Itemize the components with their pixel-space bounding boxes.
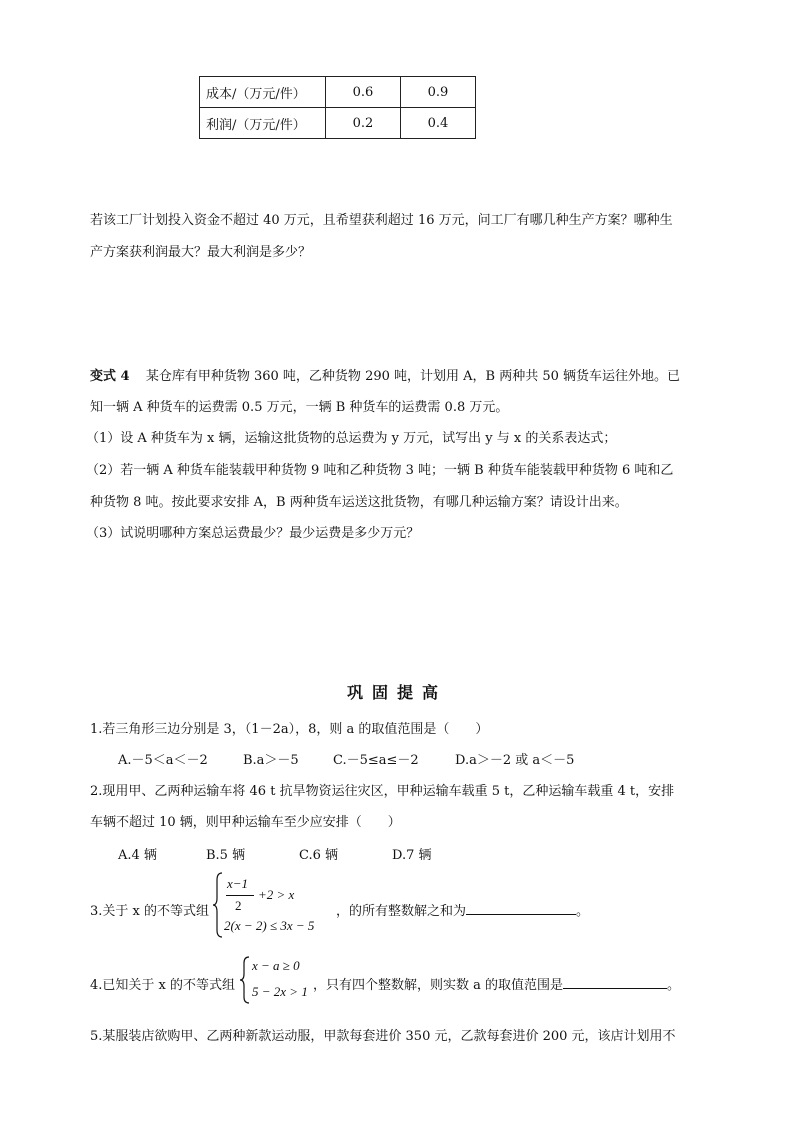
problem-2-option-d: D.7 辆 (392, 848, 432, 863)
problem-3-inequality-1-rest: +2 > x (258, 887, 295, 902)
left-brace-icon (240, 956, 250, 1004)
variant-question-2-line-1: （2）若一辆 A 种货车能装载甲种货物 9 吨和乙种货物 3 吨；一辆 B 种货车能装载甲种货物 6 吨和乙 (86, 463, 674, 478)
problem-1-option-b: B.a＞－5 (243, 753, 299, 768)
problem-4-suffix (313, 974, 680, 993)
problem-3-prefix: 3.关于 x 的不等式组 (90, 904, 209, 919)
problem-4-inequality-2: 5 − 2x > 1 (252, 984, 308, 999)
intro-line-2: 产方案获利润最大？最大利润是多少？ (90, 245, 312, 260)
problem-1-option-a: A.－5＜a＜－2 (118, 753, 208, 768)
problem-1-stem: 1.若三角形三边分别是 3，（1－2a），8，则 a 的取值范围是（ ） (90, 722, 489, 737)
problem-1-option-c: C.－5≤a≤－2 (333, 753, 419, 768)
problem-4-end: 。 (667, 978, 681, 993)
variant-line-1 (90, 365, 680, 384)
left-brace-icon (213, 872, 223, 938)
problem-2-line-2: 车辆不超过 10 辆，则甲种运输车至少应安排（ ） (90, 815, 401, 830)
problem-4-prefix: 4.已知关于 x 的不等式组 (90, 978, 235, 993)
variant-text: 某仓库有甲种货物 360 吨，乙种货物 290 吨，计划用 A，B 两种共 50 辆货车运往外地。已 (145, 369, 681, 384)
problem-3-inequality-2: 2(x − 2) ≤ 3x − 5 (224, 918, 315, 933)
problem-5-line-1: 5.某服装店欲购甲、乙两种新款运动服，甲款每套进价 350 元，乙款每套进价 200 元，该店计划用不 (90, 1029, 676, 1044)
variant-question-3: （3）试说明哪种方案总运费最少？最少运费是多少万元？ (86, 526, 420, 541)
table-cell: 0.6 (326, 77, 401, 108)
variant-question-2-line-2: 种货物 8 吨。按此要求安排 A，B 两种货车运送这批货物，有哪几种运输方案？请设计出来。 (90, 495, 628, 510)
problem-3-suffix (336, 900, 589, 919)
problem-2-option-b: B.5 辆 (206, 848, 246, 863)
cost-profit-table (199, 76, 476, 139)
variant-question-1: （1）设 A 种货车为 x 辆，运输这批货物的总运费为 y 万元，试写出 y 与 x 的关系表达式； (86, 431, 617, 446)
table-row (200, 77, 476, 108)
problem-1-option-d: D.a＞－2 或 a＜－5 (455, 753, 575, 768)
table-cell: 成本/（万元/件） (200, 77, 326, 108)
table-cell: 利润/（万元/件） (200, 108, 326, 139)
table-cell: 0.4 (401, 108, 476, 139)
problem-3-denominator: 2 (235, 898, 242, 913)
fraction-bar (226, 895, 254, 896)
table-cell: 0.2 (326, 108, 401, 139)
variant-line-2: 知一辆 A 种货车的运费需 0.5 万元，一辆 B 种货车的运费需 0.8 万元。 (90, 400, 509, 415)
problem-3-end: 。 (576, 904, 590, 919)
variant-label: 变式 4 (90, 369, 130, 384)
intro-line-1: 若该工厂计划投入资金不超过 40 万元，且希望获利超过 16 万元，问工厂有哪几种生产方案？哪种生 (90, 213, 673, 228)
problem-2-line-1: 2.现用甲、乙两种运输车将 46 t 抗旱物资运往灾区，甲种运输车载重 5 t，乙种运输车载重 4 t，安排 (90, 784, 675, 799)
section-title: 巩固提高 (346, 683, 447, 702)
problem-3-suffix-text: ，的所有整数解之和为 (336, 904, 467, 919)
table-cell: 0.9 (401, 77, 476, 108)
problem-2-option-a: A.4 辆 (118, 848, 157, 863)
problem-4-inequality-1: x − a ≥ 0 (252, 958, 300, 973)
answer-blank[interactable] (466, 900, 576, 915)
problem-4-suffix-text: ，只有四个整数解，则实数 a 的取值范围是 (313, 978, 564, 993)
problem-2-option-c: C.6 辆 (299, 848, 339, 863)
problem-3-numerator: x−1 (227, 876, 249, 891)
table-row (200, 108, 476, 139)
answer-blank[interactable] (563, 974, 667, 989)
